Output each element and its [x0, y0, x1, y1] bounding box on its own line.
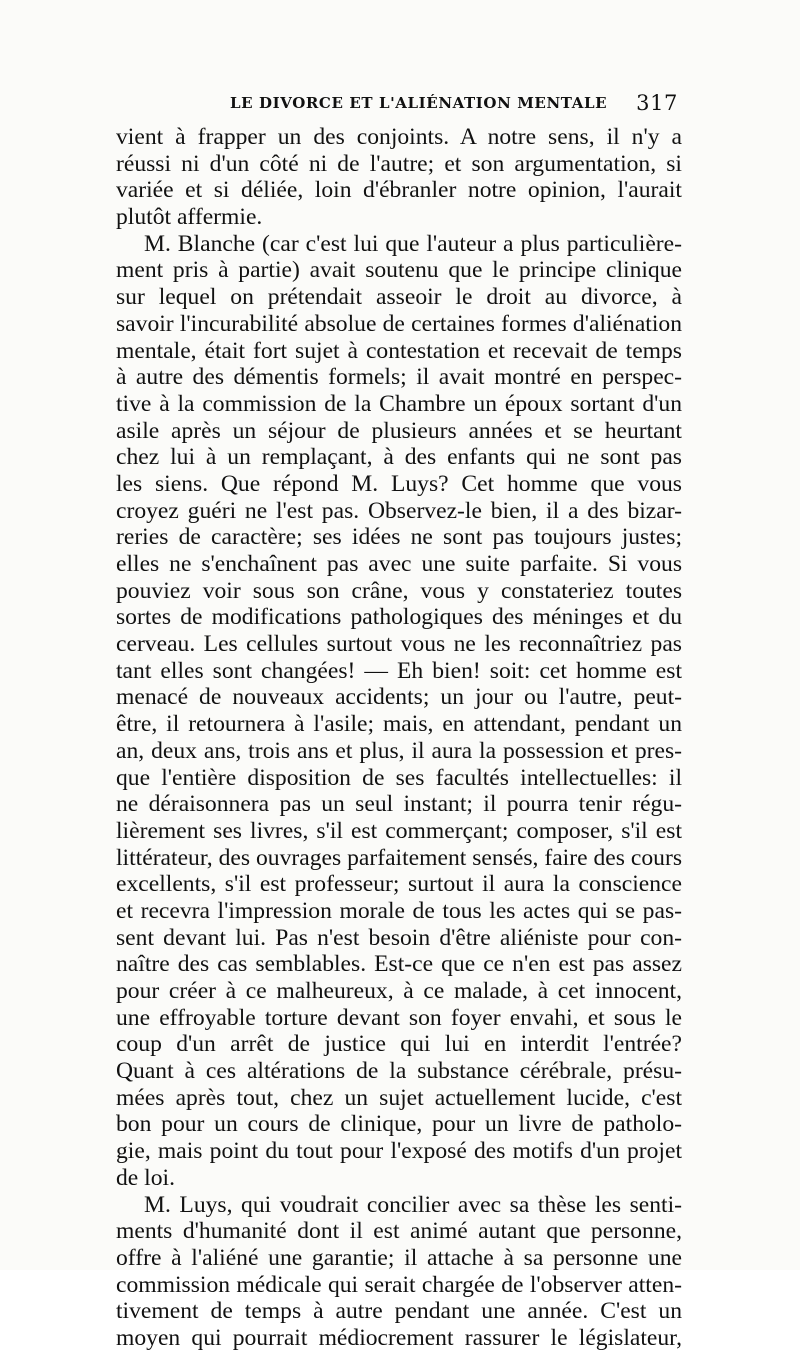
text-line: mentale, était fort sujet à contestation et recevait de temps: [116, 337, 682, 364]
text-line: être, il retournera à l'asile; mais, en attendant, pendant un: [116, 711, 682, 738]
text-line: sent devant lui. Pas n'est besoin d'être aliéniste pour con-: [116, 924, 682, 951]
text-line: ment pris à partie) avait soutenu que le principe clinique: [116, 257, 682, 284]
text-line: tive à la commission de la Chambre un époux sortant d'un: [116, 390, 682, 417]
text-line: ments d'humanité dont il est animé autant que personne,: [116, 1218, 682, 1245]
text-line: que l'entière disposition de ses facultés intellectuelles: il: [116, 764, 682, 791]
running-title: LE DIVORCE ET L'ALIÉNATION MENTALE: [230, 94, 608, 112]
text-line: coup d'un arrêt de justice qui lui en interdit l'entrée?: [116, 1031, 682, 1058]
text-line: sortes de modifications pathologiques des méninges et du: [116, 604, 682, 631]
text-line: de loi.: [116, 1164, 175, 1191]
text-line: reries de caractère; ses idées ne sont pas toujours justes;: [116, 524, 682, 551]
text-line: M. Luys, qui voudrait concilier avec sa thèse les senti-: [144, 1191, 682, 1218]
text-line: offre à l'aliéné une garantie; il attache à sa personne une: [116, 1244, 682, 1271]
text-line: plutôt affermie.: [116, 204, 263, 231]
text-line: vient à frapper un des conjoints. A notre sens, il n'y a: [116, 124, 682, 150]
text-line: asile après un séjour de plusieurs années et se heurtant: [116, 417, 682, 444]
text-line: mées après tout, chez un sujet actuellement lucide, c'est: [116, 1084, 682, 1111]
text-line: les siens. Que répond M. Luys? Cet homme que vous: [116, 470, 682, 497]
text-line: bon pour un cours de clinique, pour un livre de patholo-: [116, 1111, 682, 1138]
text-line: variée et si déliée, loin d'ébranler notre opinion, l'aurait: [116, 177, 682, 204]
text-line: littérateur, des ouvrages parfaitement sensés, faire des cours: [116, 844, 682, 871]
text-line: excellents, s'il est professeur; surtout il aura la conscience: [116, 871, 682, 898]
text-line: menacé de nouveaux accidents; un jour ou l'autre, peut-: [116, 684, 682, 711]
text-line: gie, mais point du tout pour l'exposé des motifs d'un projet: [116, 1138, 682, 1165]
body-text: [116, 124, 682, 1352]
page-number: 317: [636, 91, 678, 115]
text-line: moyen qui pourrait médiocrement rassurer le législateur,: [116, 1324, 682, 1351]
text-line: an, deux ans, trois ans et plus, il aura la possession et pres-: [116, 737, 682, 764]
text-line: ne déraisonnera pas un seul instant; il pourra tenir régu-: [116, 791, 682, 818]
text-line: elles ne s'enchaînent pas avec une suite parfaite. Si vous: [116, 551, 682, 577]
text-line: tivement de temps à autre pendant une année. C'est un: [116, 1298, 682, 1325]
text-line: une effroyable torture devant son foyer envahi, et sous le: [116, 1004, 682, 1031]
text-line: lièrement ses livres, s'il est commerçant; composer, s'il est: [116, 817, 682, 844]
text-line: à autre des démentis formels; il avait montré en perspec-: [116, 364, 682, 391]
text-line: chez lui à un remplaçant, à des enfants qui ne sont pas: [116, 444, 682, 471]
text-line: tant elles sont changées! — Eh bien! soit: cet homme est: [116, 657, 682, 684]
text-line: pouviez voir sous son crâne, vous y constateriez toutes: [116, 577, 682, 604]
text-line: sur lequel on prétendait asseoir le droit au divorce, à: [116, 284, 682, 311]
text-line: M. Blanche (car c'est lui que l'auteur a plus particulière-: [144, 230, 682, 257]
running-head: [118, 91, 678, 120]
text-line: naître des cas semblables. Est-ce que ce n'en est pas assez: [116, 951, 682, 978]
text-line: cerveau. Les cellules surtout vous ne les reconnaîtriez pas: [116, 631, 682, 658]
text-line: et recevra l'impression morale de tous les actes qui se pas-: [116, 897, 682, 924]
text-line: pour créer à ce malheureux, à ce malade, à cet innocent,: [116, 978, 682, 1004]
text-line: savoir l'incurabilité absolue de certaines formes d'aliénation: [116, 310, 682, 337]
text-line: commission médicale qui serait chargée de l'observer atten-: [116, 1271, 682, 1298]
text-line: réussi ni d'un côté ni de l'autre; et son argumentation, si: [116, 150, 682, 177]
text-line: croyez guéri ne l'est pas. Observez-le bien, il a des bizar-: [116, 497, 682, 524]
text-line: Quant à ces altérations de la substance cérébrale, présu-: [116, 1058, 682, 1085]
